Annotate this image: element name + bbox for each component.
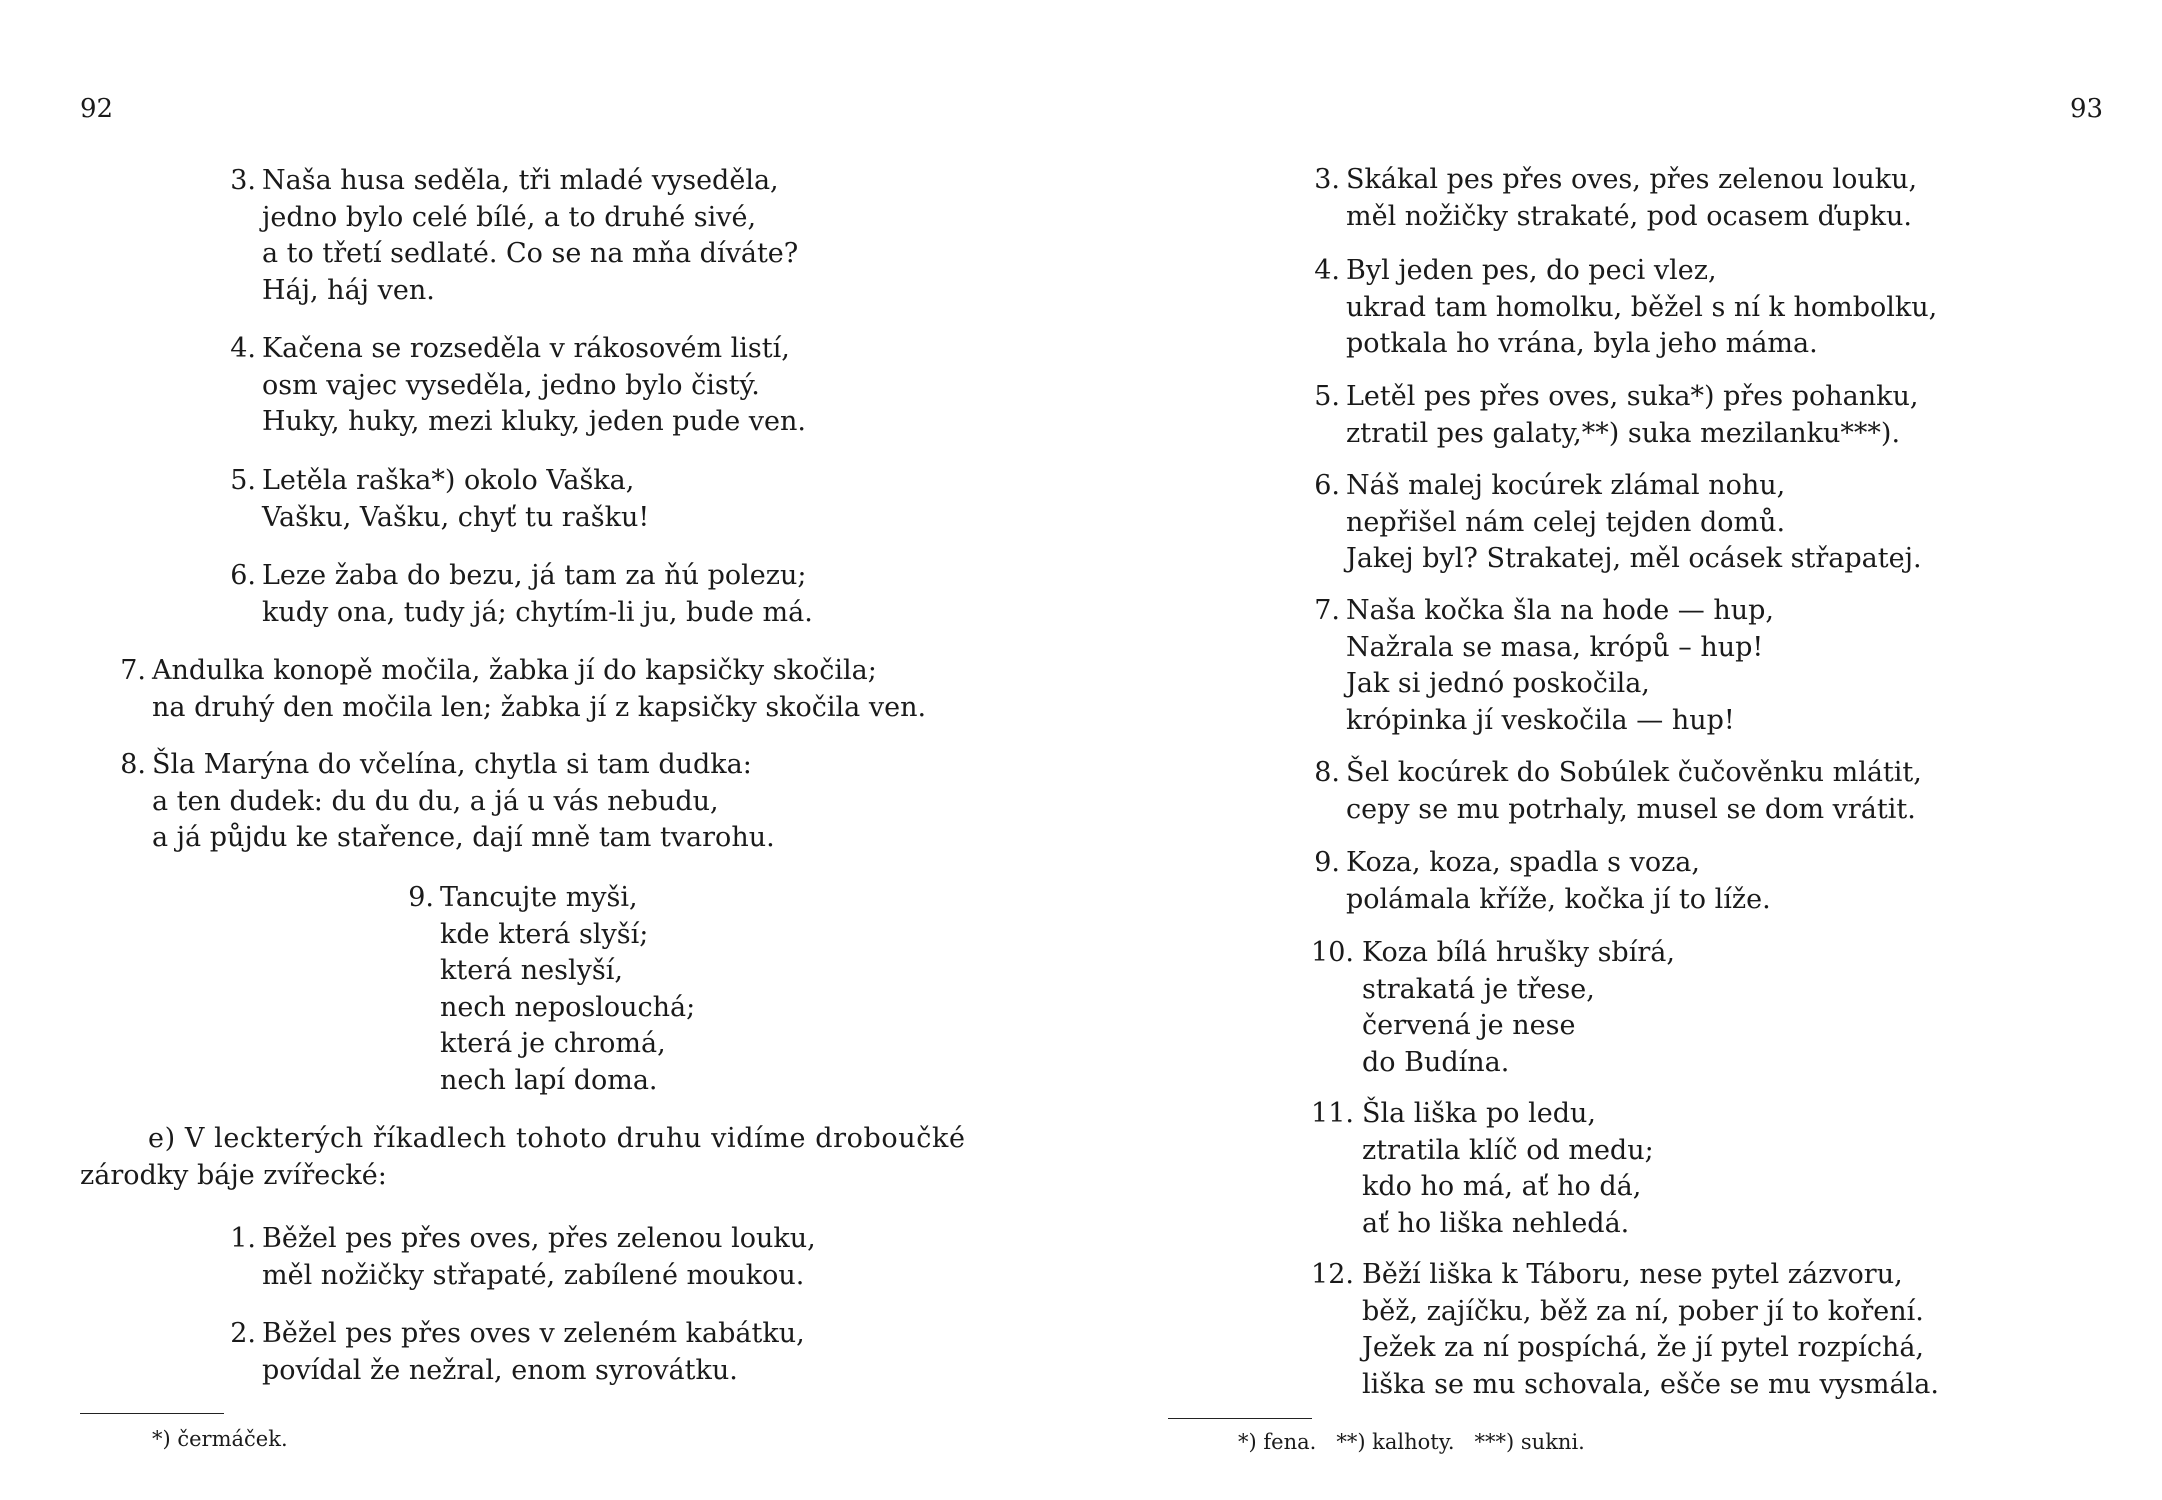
rhyme-number: 9.: [408, 882, 434, 913]
left-page-number: 92: [80, 94, 114, 124]
rhyme-12-right: [1311, 1257, 1939, 1403]
verse-line: měl nožičky strakaté, pod ocasem ďupku.: [1346, 200, 1912, 232]
verse-line: Šla liška po ledu,: [1362, 1098, 1596, 1129]
verse-line: kde která slyší;: [440, 918, 649, 950]
verse-line: osm vajec vyseděla, jedno bylo čistý.: [262, 369, 760, 401]
rhyme-7-right: [1314, 593, 1774, 739]
verse-line: Jak si jednó poskočila,: [1346, 668, 1650, 699]
verse-line: Ježek za ní pospíchá, že jí pytel rozpíchá,: [1362, 1332, 1925, 1363]
rhyme-11-right: [1311, 1096, 1654, 1242]
verse-line: nepřišel nám celej tejden domů.: [1346, 506, 1786, 538]
rhyme-number: 6.: [230, 560, 256, 591]
verse-line: na druhý den močila len; žabka jí z kapsičky skočila ven.: [152, 691, 927, 723]
rhyme-number: 7.: [120, 655, 146, 686]
rhyme-number: 4.: [230, 333, 256, 364]
verse-line: Běžel pes přes oves, přes zelenou louku,: [262, 1223, 816, 1254]
verse-line: Jakej byl? Strakatej, měl ocásek střapatej.: [1346, 543, 1922, 574]
rhyme-8-right: [1314, 755, 1922, 828]
footnote: *) fena. **) kalhoty. ***) sukni.: [1238, 1430, 1585, 1454]
verse-line: Letěl pes přes oves, suka*) přes pohanku,: [1346, 381, 1919, 412]
verse-line: Šel kocúrek do Sobúlek čučověnku mlátit,: [1346, 757, 1922, 788]
rhyme-number: 4.: [1314, 255, 1340, 286]
prose-line: zárodky báje zvířecké:: [80, 1159, 387, 1191]
verse-line: měl nožičky střapaté, zabílené moukou.: [262, 1259, 805, 1291]
verse-line: strakatá je třese,: [1362, 973, 1595, 1005]
verse-line: liška se mu schovala, ešče se mu vysmála.: [1362, 1368, 1939, 1400]
rhyme-number: 7.: [1314, 595, 1340, 626]
rhyme-10-right: [1311, 935, 1675, 1081]
verse-line: ať ho liška nehledá.: [1362, 1207, 1630, 1239]
rhyme-6-left: [230, 558, 813, 631]
rhyme-5-left: [230, 463, 650, 536]
rhyme-number: 9.: [1314, 847, 1340, 878]
verse-line: Šla Marýna do včelína, chytla si tam dudka:: [152, 749, 752, 780]
verse-line: Kačena se rozseděla v rákosovém listí,: [262, 333, 790, 364]
footnote-divider: [1168, 1418, 1312, 1419]
verse-line: kudy ona, tudy já; chytím-li ju, bude má.: [262, 596, 813, 628]
verse-line: ukrad tam homolku, běžel s ní k hombolku,: [1346, 291, 1938, 323]
verse-line: Běží liška k Táboru, nese pytel zázvoru,: [1362, 1259, 1903, 1290]
rhyme-number: 1.: [230, 1223, 256, 1254]
verse-line: která neslyší,: [440, 955, 623, 986]
rhyme-1-left: [230, 1221, 816, 1294]
verse-line: polámala kříže, kočka jí to líže.: [1346, 883, 1771, 915]
verse-line: červená je nese: [1362, 1010, 1576, 1041]
rhyme-8-left: [120, 747, 775, 857]
verse-line: která je chromá,: [440, 1028, 666, 1059]
prose-line: e) V leckterých říkadlech tohoto druhu vidíme droboučké: [148, 1123, 966, 1154]
verse-line: potkala ho vrána, byla jeho máma.: [1346, 328, 1818, 359]
rhyme-3-right: [1314, 162, 1918, 235]
verse-line: a to třetí sedlaté. Co se na mňa díváte?: [262, 238, 799, 269]
verse-line: cepy se mu potrhaly, musel se dom vrátit.: [1346, 793, 1916, 825]
verse-line: jedno bylo celé bílé, a to druhé sivé,: [262, 201, 757, 233]
verse-line: Koza bílá hrušky sbírá,: [1362, 937, 1675, 968]
verse-line: Andulka konopě močila, žabka jí do kapsičky skočila;: [152, 655, 877, 686]
verse-line: nech lapí doma.: [440, 1064, 658, 1096]
verse-line: Huky, huky, mezi kluky, jeden pude ven.: [262, 406, 807, 437]
verse-line: Naša kočka šla na hode — hup,: [1346, 595, 1774, 626]
verse-line: Běžel pes přes oves v zeleném kabátku,: [262, 1318, 805, 1349]
rhyme-4-left: [230, 331, 807, 441]
verse-line: a já půjdu ke stařence, dají mně tam tvarohu.: [152, 822, 775, 853]
rhyme-number: 8.: [1314, 757, 1340, 788]
verse-line: Skákal pes přes oves, přes zelenou louku,: [1346, 164, 1918, 195]
rhyme-number: 8.: [120, 749, 146, 780]
rhyme-number: 3.: [1314, 164, 1340, 195]
verse-line: Letěla raška*) okolo Vaška,: [262, 465, 635, 496]
rhyme-9-right: [1314, 845, 1771, 918]
prose-paragraph: [80, 1121, 1020, 1194]
verse-line: ztratila klíč od medu;: [1362, 1134, 1654, 1166]
right-page-number: 93: [2070, 94, 2104, 124]
rhyme-6-right: [1314, 468, 1922, 578]
rhyme-number: 11.: [1311, 1098, 1354, 1129]
verse-line: nech neposlouchá;: [440, 991, 696, 1023]
rhyme-5-right: [1314, 379, 1919, 452]
rhyme-number: 3.: [230, 165, 256, 196]
verse-line: do Budína.: [1362, 1046, 1510, 1078]
rhyme-9-left: [408, 880, 696, 1099]
footnote: *) čermáček.: [152, 1427, 288, 1451]
footnote-divider: [80, 1413, 224, 1414]
verse-line: ztratil pes galaty,**) suka mezilanku***).: [1346, 417, 1901, 449]
verse-line: Náš malej kocúrek zlámal nohu,: [1346, 470, 1786, 501]
rhyme-number: 12.: [1311, 1259, 1354, 1290]
rhyme-number: 6.: [1314, 470, 1340, 501]
verse-line: kdo ho má, ať ho dá,: [1362, 1171, 1642, 1202]
verse-line: Leze žaba do bezu, já tam za ňú polezu;: [262, 560, 807, 591]
rhyme-number: 5.: [1314, 381, 1340, 412]
verse-line: Tancujte myši,: [440, 882, 638, 913]
rhyme-4-right: [1314, 253, 1938, 363]
rhyme-2-left: [230, 1316, 805, 1389]
rhyme-3-left: [230, 163, 799, 309]
verse-line: běž, zajíčku, běž za ní, pober jí to koření.: [1362, 1295, 1924, 1327]
verse-line: povídal že nežral, enom syrovátku.: [262, 1354, 738, 1386]
verse-line: a ten dudek: du du du, a já u vás nebudu,: [152, 785, 719, 817]
rhyme-number: 10.: [1311, 937, 1354, 968]
verse-line: Naša husa seděla, tři mladé vyseděla,: [262, 165, 779, 196]
verse-line: krópinka jí veskočila — hup!: [1346, 704, 1735, 736]
rhyme-number: 2.: [230, 1318, 256, 1349]
verse-line: Byl jeden pes, do peci vlez,: [1346, 255, 1717, 286]
verse-line: Koza, koza, spadla s voza,: [1346, 847, 1700, 878]
verse-line: Vašku, Vašku, chyť tu rašku!: [262, 501, 650, 533]
verse-line: Nažrala se masa, krópů – hup!: [1346, 631, 1764, 663]
rhyme-7-left: [120, 653, 927, 726]
verse-line: Háj, háj ven.: [262, 274, 435, 306]
rhyme-number: 5.: [230, 465, 256, 496]
